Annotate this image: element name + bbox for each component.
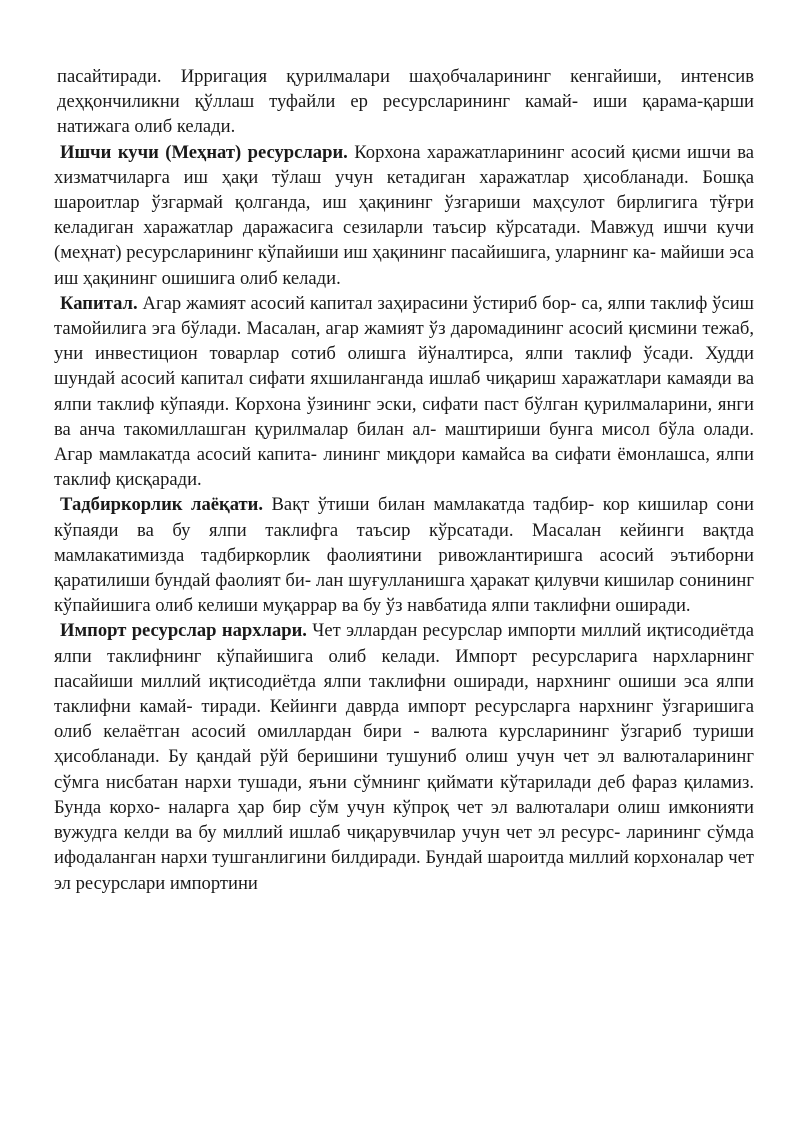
paragraph-intro: [54, 64, 754, 140]
document-page: [54, 64, 754, 896]
paragraph-import-prices: [54, 618, 754, 895]
paragraph-text: Агар жамият асосий капитал заҳирасини ўстириб бор- са, ялпи таклиф ўсиш тамойилига эга бўлади. Масалан, агар жамият ўз даромадининг асосий қисмини тежаб, уни инвестицион товарлар сотиб олишга йўналтирса, ялпи таклиф ўсади. Худди шундай асосий капитал сифати яхшиланганда ишлаб чиқариш харажатлари камаяди ва ялпи таклиф кўпаяди. Корхона ўзининг эски, сифати паст бўлган қурилмаларини, янги ва анча такомиллашган қурилмалар билан ал- маштириши бунга мисол бўла олади. Агар мамлакатда асосий капита- лининг миқдори камайса ва сифати ёмонлашса, ялпи таклиф қисқаради.: [54, 292, 754, 491]
paragraph-heading: Ишчи кучи (Меҳнат) ресурслари.: [60, 141, 348, 163]
paragraph-text: Чет эллардан ресурслар импорти миллий иқтисодиётда ялпи таклифнинг кўпайишига олиб келади. Импорт ресурсларига нархларнинг пасайиши миллий иқтисодиётда ялпи таклифни оширади, нархнинг ошиши эса ялпи таклифни камай- тиради. Кейинги даврда импорт ресурсларга нархнинг ўзгаришига олиб келаётган асосий омиллардан бири - валюта курсларининг ўзгариб туриши ҳисобланади. Бу қандай рўй беришини тушуниб олиш учун чет эл валюталарининг сўмга нисбатан нархи тушади, яъни сўмнинг қиймати кўтарилади деб фараз қиламиз. Бунда корхо- наларга ҳар бир сўм учун кўпроқ чет эл валюталари олиш имконияти вужудга келди ва бу миллий ишлаб чиқарувчилар учун чет эл ресурс- ларининг сўмда ифодаланган нархи тушганлигини билдиради. Бундай шароитда миллий корхоналар чет эл ресурслари импортини: [54, 620, 754, 894]
paragraph-labor-resources: [54, 140, 754, 291]
paragraph-capital: [54, 291, 754, 493]
paragraph-heading: Тадбиркорлик лаёқати.: [60, 494, 264, 516]
paragraph-text: Вақт ўтиши билан мамлакатда тадбир- кор кишилар сони кўпаяди ва бу ялпи таклифга таъсир кўрсатади. Масалан кейинги вақтда мамлакатимизда тадбиркорлик фаолиятини ривожлантиришга асосий эътиборни қаратилиши бундай фаолият би- лан шуғулланишга ҳаракат қилувчи кишилар сонининг кўпайишига олиб келиши муқаррар ва бу ўз навбатида ялпи таклифни оширади.: [54, 494, 754, 617]
paragraph-text: Корхона харажатларининг асосий қисми ишчи ва хизматчиларга иш ҳақи тўлаш учун кетадиган харажатлар ҳисобланади. Бошқа шароитлар ўзгармай қолганда, иш ҳақининг ўзгариши маҳсулот бирлигига тўғри келадиган харажатлар даражасига сезиларли таъсир кўрсатади. Мавжуд ишчи кучи (меҳнат) ресурсларининг кўпайиши иш ҳақининг пасайишига, уларнинг ка- майиши эса иш ҳақининг ошишига олиб келади.: [54, 141, 754, 289]
paragraph-heading: Импорт ресурслар нархлари.: [60, 620, 307, 642]
paragraph-text: пасайтиради. Ирригация қурилмалари шаҳобчаларининг кенгайиши, интенсив деҳқончиликни қўллаш туфайли ер ресурсларининг камай- иши қарама-қарши натижага олиб келади.: [57, 66, 754, 138]
paragraph-heading: Капитал.: [60, 292, 138, 314]
paragraph-entrepreneurship: [54, 492, 754, 618]
